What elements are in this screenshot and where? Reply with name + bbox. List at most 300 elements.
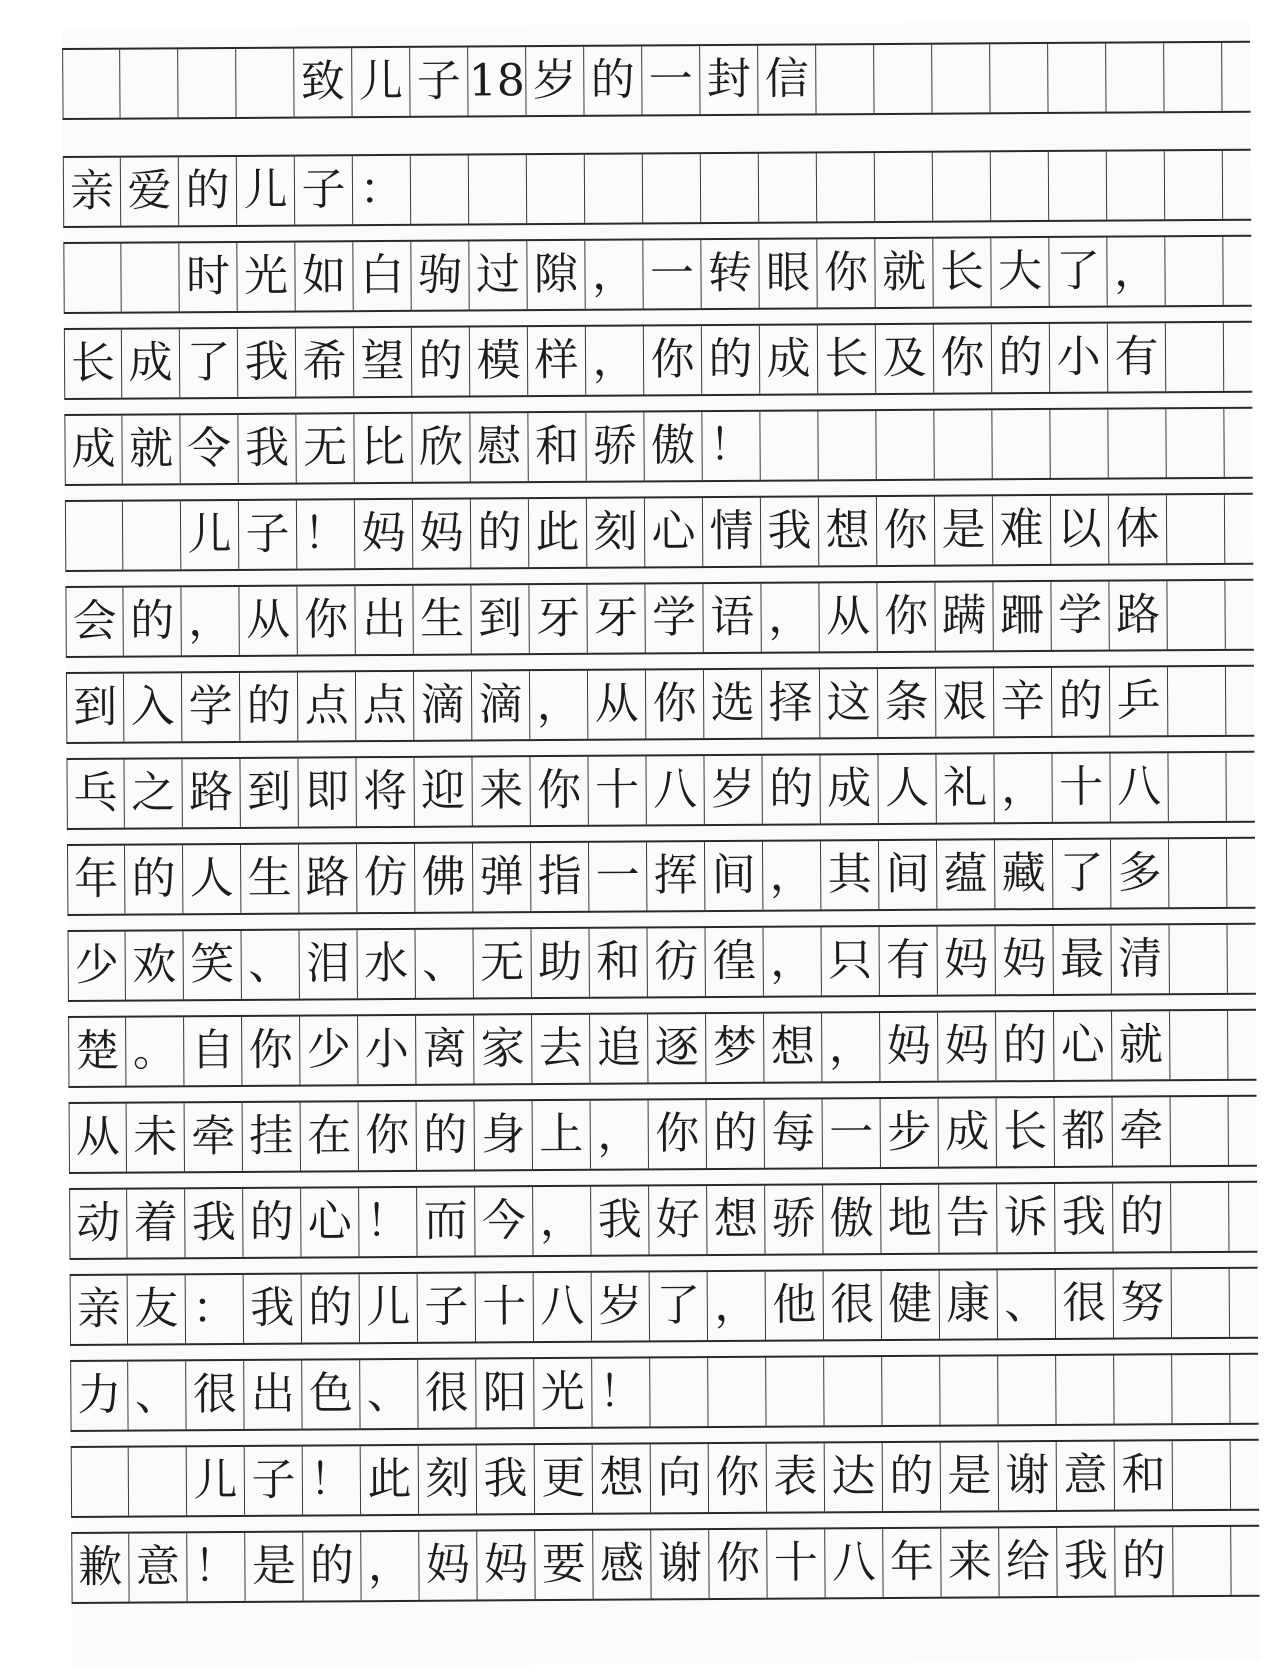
grid-cell: 表 — [767, 1443, 825, 1511]
grid-cell: 少 — [300, 1016, 358, 1084]
grid-cell: 的 — [417, 1101, 475, 1169]
grid-cell: ！ — [592, 1358, 650, 1426]
grid-cell: 来 — [941, 1528, 999, 1596]
grid-cell: 未 — [127, 1103, 185, 1171]
grid-cell — [1167, 581, 1225, 649]
grid-cell: 路 — [1109, 581, 1167, 649]
grid-cell — [817, 153, 875, 221]
grid-cell: ， — [533, 1187, 591, 1255]
grid-cell: 蕴 — [937, 840, 995, 908]
grid-cell: 、 — [242, 931, 300, 999]
grid-cell: 驹 — [411, 242, 469, 310]
grid-cell — [992, 410, 1050, 478]
grid-cell: ， — [822, 1013, 880, 1081]
grid-cell — [875, 153, 933, 221]
text-row — [69, 1095, 1257, 1174]
grid-cell: 情 — [703, 498, 761, 566]
grid-cell: ， — [585, 240, 643, 308]
grid-cell: 心 — [301, 1188, 359, 1256]
title-row — [62, 41, 1250, 120]
grid-cell — [469, 155, 527, 223]
grid-cell — [1172, 1355, 1230, 1423]
grid-cell: 学 — [182, 673, 240, 741]
grid-cell: 的 — [584, 46, 642, 114]
grid-cell: 长 — [997, 1098, 1055, 1166]
grid-cell — [990, 44, 1048, 112]
grid-cell: 的 — [123, 587, 181, 655]
grid-cell: 了 — [650, 1272, 708, 1340]
grid-cell: 成 — [122, 329, 180, 397]
grid-cell — [933, 152, 991, 220]
grid-cell: 人 — [183, 845, 241, 913]
grid-cell: 儿 — [352, 48, 410, 116]
grid-cell: 到 — [471, 585, 529, 653]
grid-cell: ， — [763, 841, 821, 909]
grid-cell — [1166, 323, 1224, 391]
text-row — [70, 1353, 1258, 1432]
grid-cell: 感 — [593, 1530, 651, 1598]
grid-cell — [816, 45, 874, 113]
grid-cell: 徨 — [706, 928, 764, 996]
letter-paper — [62, 21, 1260, 1668]
grid-cell: 路 — [299, 844, 357, 912]
text-row — [64, 321, 1252, 400]
grid-cell: 子 — [410, 48, 468, 116]
grid-cell: 离 — [416, 1016, 474, 1084]
grid-cell — [940, 1356, 998, 1424]
grid-cell: 逐 — [648, 1014, 706, 1082]
grid-cell: 很 — [186, 1361, 244, 1429]
grid-cell: 大 — [991, 238, 1049, 306]
grid-cell: 学 — [645, 584, 703, 652]
grid-cell — [1165, 151, 1223, 219]
grid-cell: 的 — [1052, 668, 1110, 736]
grid-cell: 我 — [761, 497, 819, 565]
grid-cell: 岁 — [592, 1272, 650, 1340]
grid-cell: 的 — [992, 324, 1050, 392]
grid-cell — [129, 1447, 187, 1515]
text-row — [65, 579, 1253, 658]
grid-cell: 最 — [1054, 926, 1112, 994]
grid-cell: 一 — [823, 1099, 881, 1167]
grid-cell — [527, 155, 585, 223]
grid-cell: 成 — [820, 755, 878, 823]
grid-cell: 指 — [531, 843, 589, 911]
grid-cell: 我 — [238, 329, 296, 397]
grid-cell: 康 — [940, 1270, 998, 1338]
grid-cell: 是 — [245, 1533, 303, 1601]
grid-cell: 此 — [361, 1446, 419, 1514]
grid-cell: 令 — [180, 415, 238, 483]
grid-cell: 条 — [878, 669, 936, 737]
grid-cell: 18 — [468, 47, 526, 115]
grid-cell — [824, 1357, 882, 1425]
grid-cell: 了 — [1053, 840, 1111, 908]
grid-cell: 上 — [533, 1101, 591, 1169]
grid-cell — [1167, 495, 1225, 563]
grid-cell: ， — [586, 326, 644, 394]
grid-cell — [1107, 151, 1165, 219]
grid-cell: ， — [361, 1532, 419, 1600]
text-row — [71, 1439, 1259, 1518]
grid-cell: 子 — [239, 501, 297, 569]
grid-cell: 的 — [707, 1100, 765, 1168]
grid-cell: 点 — [298, 672, 356, 740]
text-row — [70, 1267, 1258, 1346]
grid-cell: 人 — [878, 755, 936, 823]
grid-cell: 刻 — [419, 1445, 477, 1513]
grid-cell: 年 — [67, 846, 125, 914]
grid-cell: 和 — [590, 928, 648, 996]
grid-cell: 光 — [237, 243, 295, 311]
grid-cell — [766, 1357, 824, 1425]
text-row — [71, 1525, 1259, 1604]
grid-cell: 比 — [354, 414, 412, 482]
grid-cell: 的 — [125, 845, 183, 913]
grid-cell — [1168, 667, 1226, 735]
grid-cell: 儿 — [187, 1447, 245, 1515]
grid-cell — [1049, 152, 1107, 220]
grid-cell — [991, 152, 1049, 220]
grid-cell — [818, 411, 876, 479]
grid-cell: 儿 — [237, 157, 295, 225]
grid-cell: 我 — [477, 1445, 535, 1513]
grid-cell: 诉 — [997, 1184, 1055, 1252]
grid-cell: 光 — [534, 1359, 592, 1427]
grid-cell: 艰 — [936, 668, 994, 736]
grid-cell — [1173, 1527, 1231, 1595]
grid-cell: 蹒 — [935, 582, 993, 650]
grid-cell: 成 — [760, 325, 818, 393]
grid-cell — [1166, 409, 1224, 477]
grid-cell: 八 — [825, 1529, 883, 1597]
grid-cell: 想 — [707, 1186, 765, 1254]
grid-cell — [178, 49, 236, 117]
grid-cell — [1170, 925, 1228, 993]
grid-cell: 你 — [709, 1530, 767, 1598]
grid-cell: 到 — [240, 759, 298, 827]
grid-cell: 样 — [528, 327, 586, 395]
grid-cell — [1108, 409, 1166, 477]
grid-cell — [643, 154, 701, 222]
grid-cell: ！ — [303, 1446, 361, 1514]
grid-cell: 有 — [880, 927, 938, 995]
grid-cell — [1106, 43, 1164, 111]
grid-cell — [1171, 1097, 1229, 1165]
grid-cell: 你 — [877, 497, 935, 565]
grid-cell — [120, 49, 178, 117]
grid-cell: 动 — [69, 1190, 127, 1258]
grid-cell: 心 — [1054, 1012, 1112, 1080]
grid-cell: 隙 — [527, 241, 585, 309]
grid-cell: 梦 — [706, 1014, 764, 1082]
grid-cell: 长 — [818, 325, 876, 393]
grid-cell: 从 — [819, 583, 877, 651]
grid-cell: 、 — [998, 1270, 1056, 1338]
grid-cell: 礼 — [936, 754, 994, 822]
grid-cell: ， — [591, 1100, 649, 1168]
grid-cell: 身 — [475, 1101, 533, 1169]
grid-cell: 你 — [877, 583, 935, 651]
grid-cell — [1056, 1356, 1114, 1424]
grid-cell: 清 — [1112, 925, 1170, 993]
grid-cell: ： — [353, 156, 411, 224]
grid-cell: 妈 — [419, 1531, 477, 1599]
grid-cell: 十 — [1052, 754, 1110, 822]
grid-cell: 儿 — [360, 1274, 418, 1342]
grid-cell — [1114, 1355, 1172, 1423]
grid-cell: 的 — [412, 328, 470, 396]
grid-cell: 无 — [296, 414, 354, 482]
text-row — [65, 493, 1253, 572]
grid-cell: 我 — [1057, 1528, 1115, 1596]
grid-cell: 无 — [474, 929, 532, 997]
grid-cell: ！ — [702, 412, 760, 480]
grid-cell: 家 — [474, 1015, 532, 1083]
grid-cell: 想 — [764, 1013, 822, 1081]
grid-cell: 我 — [238, 415, 296, 483]
grid-cell — [236, 49, 294, 117]
grid-cell: 欢 — [126, 931, 184, 999]
grid-cell: 好 — [649, 1186, 707, 1254]
grid-cell: 有 — [1108, 323, 1166, 391]
grid-cell: 我 — [185, 1189, 243, 1257]
grid-cell: 只 — [822, 927, 880, 995]
grid-cell: 乒 — [1110, 667, 1168, 735]
grid-cell: 了 — [1049, 238, 1107, 306]
grid-cell: 的 — [179, 157, 237, 225]
grid-cell: 傲 — [644, 412, 702, 480]
grid-cell: 你 — [934, 324, 992, 392]
grid-cell: 学 — [1051, 582, 1109, 650]
grid-cell: 妈 — [413, 500, 471, 568]
grid-cell: 多 — [1111, 839, 1169, 907]
grid-cell: ， — [708, 1272, 766, 1340]
grid-cell: ， — [761, 583, 819, 651]
grid-cell: 泪 — [300, 930, 358, 998]
grid-cell: 给 — [999, 1528, 1057, 1596]
grid-cell: 欣 — [412, 414, 470, 482]
grid-cell: 意 — [129, 1533, 187, 1601]
grid-cell: 间 — [705, 842, 763, 910]
grid-cell: 模 — [470, 327, 528, 395]
grid-cell — [585, 154, 643, 222]
grid-cell: 成 — [939, 1098, 997, 1166]
grid-cell: 很 — [418, 1359, 476, 1427]
grid-cell: 妈 — [938, 926, 996, 994]
grid-cell: 妈 — [477, 1531, 535, 1599]
grid-cell: 入 — [124, 673, 182, 741]
text-row — [64, 407, 1252, 486]
grid-cell: 乓 — [66, 760, 124, 828]
grid-cell: 长 — [64, 330, 122, 398]
grid-cell: 妈 — [880, 1013, 938, 1081]
grid-cell: 滴 — [414, 672, 472, 740]
grid-cell: 今 — [475, 1187, 533, 1255]
grid-cell: 牙 — [587, 584, 645, 652]
grid-cell: 每 — [765, 1099, 823, 1167]
grid-cell: 你 — [644, 326, 702, 394]
grid-cell: 难 — [993, 496, 1051, 564]
grid-cell — [1170, 1011, 1228, 1079]
grid-cell: 从 — [69, 1104, 127, 1172]
grid-cell: 意 — [1057, 1442, 1115, 1510]
grid-cell: 望 — [354, 328, 412, 396]
grid-cell — [1169, 839, 1227, 907]
grid-cell — [998, 1356, 1056, 1424]
grid-cell: 藏 — [995, 840, 1053, 908]
grid-cell: 长 — [933, 238, 991, 306]
grid-cell: 语 — [703, 584, 761, 652]
grid-cell: 很 — [824, 1271, 882, 1339]
grid-cell — [65, 502, 123, 570]
grid-cell — [701, 154, 759, 222]
grid-cell: 过 — [469, 241, 527, 309]
grid-cell: 小 — [1050, 324, 1108, 392]
grid-cell: 助 — [532, 929, 590, 997]
grid-cell: 体 — [1109, 495, 1167, 563]
grid-cell: 如 — [295, 242, 353, 310]
grid-cell: 的 — [243, 1189, 301, 1257]
grid-cell: 、 — [360, 1360, 418, 1428]
grid-cell: 楚 — [68, 1018, 126, 1086]
grid-cell: 和 — [1115, 1441, 1173, 1509]
grid-cell: 就 — [1112, 1011, 1170, 1079]
grid-cell: 的 — [302, 1274, 360, 1342]
grid-cell: 以 — [1051, 496, 1109, 564]
grid-cell: 挥 — [647, 842, 705, 910]
grid-cell: 向 — [651, 1444, 709, 1512]
grid-cell: ， — [994, 754, 1052, 822]
grid-cell: 转 — [701, 240, 759, 308]
grid-cell: 及 — [876, 325, 934, 393]
grid-cell: 弹 — [473, 843, 531, 911]
grid-cell: ！ — [187, 1533, 245, 1601]
grid-cell: 佛 — [415, 844, 473, 912]
grid-cell: 追 — [590, 1014, 648, 1082]
text-row — [69, 1181, 1257, 1260]
grid-cell: 慰 — [470, 413, 528, 481]
grid-cell: 水 — [358, 930, 416, 998]
grid-cell — [1173, 1441, 1231, 1509]
grid-cell: 他 — [766, 1271, 824, 1339]
grid-cell: 的 — [762, 755, 820, 823]
grid-cell: 刻 — [587, 498, 645, 566]
grid-cell: 辛 — [994, 668, 1052, 736]
grid-cell — [760, 411, 818, 479]
grid-cell: 地 — [881, 1185, 939, 1253]
grid-cell: 儿 — [181, 501, 239, 569]
grid-cell: 自 — [184, 1017, 242, 1085]
grid-cell: 的 — [1113, 1183, 1171, 1251]
grid-cell: ！ — [297, 500, 355, 568]
grid-cell: 路 — [182, 759, 240, 827]
grid-cell: 骄 — [765, 1185, 823, 1253]
grid-cell: 步 — [881, 1099, 939, 1167]
grid-cell — [63, 244, 121, 312]
grid-cell: 色 — [302, 1360, 360, 1428]
grid-cell: 将 — [356, 758, 414, 826]
grid-cell: 牵 — [185, 1103, 243, 1171]
grid-cell: 这 — [820, 669, 878, 737]
grid-cell: 你 — [817, 239, 875, 307]
grid-cell: 傲 — [823, 1185, 881, 1253]
grid-cell — [934, 410, 992, 478]
grid-cell: 、 — [128, 1361, 186, 1429]
grid-cell: 彷 — [648, 928, 706, 996]
grid-cell: 妈 — [938, 1012, 996, 1080]
grid-cell: 和 — [528, 413, 586, 481]
grid-cell: 想 — [819, 497, 877, 565]
grid-cell: 信 — [758, 45, 816, 113]
grid-cell: 想 — [593, 1444, 651, 1512]
text-row — [63, 235, 1251, 314]
text-row — [68, 1009, 1256, 1088]
grid-cell: 白 — [353, 242, 411, 310]
grid-cell — [708, 1358, 766, 1426]
grid-cell: 十 — [476, 1273, 534, 1341]
grid-cell — [1048, 44, 1106, 112]
grid-cell: 、 — [416, 930, 474, 998]
grid-cell — [1164, 43, 1222, 111]
grid-cell: 出 — [244, 1361, 302, 1429]
grid-cell: 的 — [883, 1443, 941, 1511]
grid-cell: 小 — [358, 1016, 416, 1084]
grid-cell: 努 — [1114, 1269, 1172, 1337]
grid-cell: 封 — [700, 46, 758, 114]
grid-cell: 子 — [295, 156, 353, 224]
grid-cell: 是 — [941, 1442, 999, 1510]
grid-cell: 的 — [1115, 1527, 1173, 1595]
grid-cell: ， — [181, 587, 239, 655]
grid-cell: 就 — [122, 415, 180, 483]
grid-cell: 一 — [643, 240, 701, 308]
grid-cell: 的 — [702, 326, 760, 394]
grid-cell: 眼 — [759, 239, 817, 307]
grid-cell: 岁 — [704, 756, 762, 824]
grid-cell: 就 — [875, 239, 933, 307]
grid-cell: 八 — [646, 756, 704, 824]
grid-cell: 。 — [126, 1017, 184, 1085]
grid-cell — [932, 44, 990, 112]
grid-cell: 谢 — [651, 1530, 709, 1598]
grid-cell — [71, 1448, 129, 1516]
grid-cell: 到 — [66, 674, 124, 742]
grid-cell: 健 — [882, 1271, 940, 1339]
grid-cell: 少 — [68, 932, 126, 1000]
text-row — [66, 751, 1254, 830]
grid-cell: 妈 — [996, 926, 1054, 994]
grid-cell: 笑 — [184, 931, 242, 999]
grid-cell: 更 — [535, 1445, 593, 1513]
grid-cell: 你 — [297, 586, 355, 654]
grid-cell: 迎 — [414, 758, 472, 826]
grid-cell: 之 — [124, 759, 182, 827]
grid-cell: 十 — [588, 756, 646, 824]
grid-cell: ： — [186, 1275, 244, 1343]
grid-cell — [874, 45, 932, 113]
grid-cell: 希 — [296, 328, 354, 396]
grid-cell: 阳 — [476, 1359, 534, 1427]
grid-cell — [1172, 1269, 1230, 1337]
grid-cell: 了 — [180, 329, 238, 397]
grid-cell: 从 — [239, 587, 297, 655]
grid-cell: 而 — [417, 1187, 475, 1255]
grid-cell: 你 — [242, 1017, 300, 1085]
grid-cell — [1171, 1183, 1229, 1251]
grid-cell: 岁 — [526, 47, 584, 115]
grid-cell: 十 — [767, 1529, 825, 1597]
